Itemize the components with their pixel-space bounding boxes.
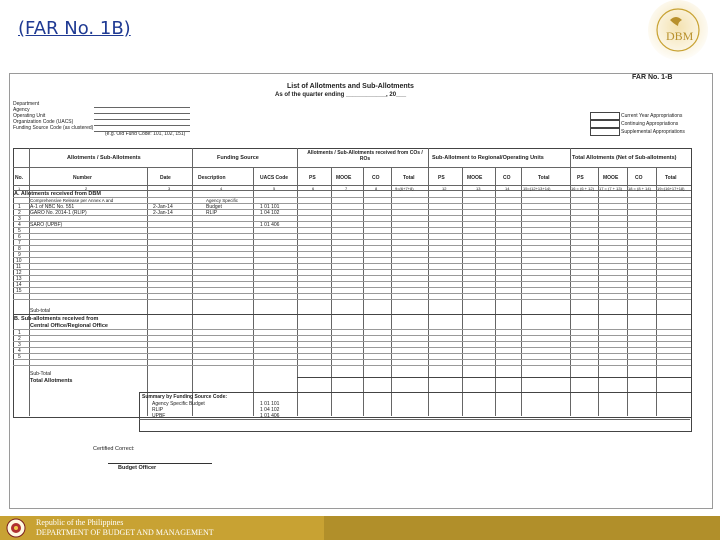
subtotal-a: Sub-total <box>30 308 51 314</box>
row-num-8: 8 <box>18 246 21 252</box>
col-ps-1: PS <box>309 175 316 181</box>
form-title: List of Allotments and Sub-Allotments <box>287 83 414 90</box>
summary-row-1-label: Agency Specific Budget <box>152 401 205 407</box>
colnum-6: 6 <box>312 186 315 191</box>
label-department: Department <box>13 101 40 107</box>
signatory: Budget Officer <box>118 465 157 471</box>
col-total-3: Total <box>665 175 677 181</box>
section-b-line2: Central Office/Regional Office <box>30 323 108 329</box>
row-b5-no: 5 <box>18 354 21 360</box>
colnum-13: 13 <box>476 186 481 191</box>
row-a4-no: 4 <box>18 222 21 228</box>
row-num-7: 7 <box>18 240 21 246</box>
row-b1-no: 1 <box>18 330 21 336</box>
row-num-6: 6 <box>18 234 21 240</box>
col-mooe-2: MOOE <box>467 175 483 181</box>
row-a0-desc: Agency Specific <box>206 198 239 203</box>
col-co-2: CO <box>503 175 511 181</box>
row-a3-no: 3 <box>18 216 21 222</box>
row-b4-no: 4 <box>18 348 21 354</box>
form-quarter: As of the quarter ending ____________, 20___ <box>275 92 407 98</box>
header-funding-source: Funding Source <box>217 155 259 161</box>
row-num-15: 15 <box>16 288 22 294</box>
row-a1-uacs: 1 01 101 <box>260 204 280 210</box>
summary-row-3-label: UPBF <box>152 413 166 419</box>
row-a2-date: 2-Jan-14 <box>153 210 173 216</box>
row-b3-no: 3 <box>18 342 21 348</box>
dbm-seal-icon <box>6 518 26 538</box>
colnum-1: 1 <box>18 186 21 191</box>
row-num-14: 14 <box>16 282 22 288</box>
logo-text: DBM <box>666 29 694 43</box>
footer-bar <box>0 516 720 540</box>
label-current-year: Current Year Appropriations <box>621 113 683 119</box>
row-a4-number: SARO (UPBF) <box>30 222 63 228</box>
row-a1-no: 1 <box>18 204 21 210</box>
row-a2-uacs: 1 04 102 <box>260 210 280 216</box>
row-a1-date: 2-Jan-14 <box>153 204 173 210</box>
far-form <box>9 73 713 509</box>
row-num-5: 5 <box>18 228 21 234</box>
row-a0-number: Comprehensive Release per Annex A and <box>30 198 114 203</box>
summary-row-2-label: RLIP <box>152 407 164 413</box>
section-a-title: A. Allotments received from DBM <box>14 191 101 197</box>
colnum-2: 2 <box>85 186 88 191</box>
colnum-12: 12 <box>442 186 447 191</box>
row-a1-number: A-1 of NBC No. 551 <box>30 204 75 210</box>
col-description: Description <box>198 175 226 181</box>
row-num-13: 13 <box>16 276 22 282</box>
row-num-9: 9 <box>18 252 21 258</box>
certified-label: Certified Correct: <box>93 446 135 452</box>
col-co-1: CO <box>372 175 380 181</box>
colnum-17: 17 = (7 + 13) <box>599 186 622 191</box>
summary-title: Summary by Funding Source Code: <box>142 394 228 400</box>
col-total-2: Total <box>538 175 550 181</box>
col-mooe-3: MOOE <box>603 175 619 181</box>
col-ps-3: PS <box>577 175 584 181</box>
summary-row-1-code: 1 01 101 <box>260 401 280 407</box>
header-allotments: Allotments / Sub-Allotments <box>67 155 141 161</box>
colnum-15: 15=(12+13+14) <box>523 186 551 191</box>
col-co-3: CO <box>635 175 643 181</box>
label-supplemental: Supplemental Appropriations <box>621 129 685 135</box>
section-b-line1: B. Sub-allotments received from <box>14 316 99 322</box>
colnum-8: 8 <box>375 186 378 191</box>
header-total-net: Total Allotments (Net of Sub-allotments) <box>572 155 677 161</box>
colnum-7: 7 <box>345 186 348 191</box>
footer-line-1: Republic of the Philippines <box>36 518 124 527</box>
row-num-12: 12 <box>16 270 22 276</box>
footer-accent-block <box>324 516 720 540</box>
summary-row-2-code: 1 04 102 <box>260 407 280 413</box>
header-sub-allotment: Sub-Allotment to Regional/Operating Units <box>432 155 544 161</box>
colnum-5: 5 <box>273 186 276 191</box>
footer-line-2: DEPARTMENT OF BUDGET AND MANAGEMENT <box>36 528 214 537</box>
col-ps-2: PS <box>438 175 445 181</box>
col-total-1: Total <box>403 175 415 181</box>
label-agency: Agency <box>13 107 30 113</box>
row-a4-uacs: 1 01 406 <box>260 222 280 228</box>
col-uacs: UACS Code <box>260 175 289 181</box>
colnum-18: 18 = (8 + 14) <box>628 186 651 191</box>
fund-code-note: (e.g. Old Fund Code: 101, 102, 151) <box>105 131 186 137</box>
row-num-10: 10 <box>16 258 22 264</box>
row-num-11: 11 <box>16 264 22 270</box>
colnum-19: 19=(16+17+18) <box>657 186 685 191</box>
col-no: No. <box>15 175 24 181</box>
colnum-9: 9=(6+7+8) <box>395 186 414 191</box>
summary-row-3-code: 1 01 406 <box>260 413 280 419</box>
row-b2-no: 2 <box>18 336 21 342</box>
form-code: FAR No. 1-B <box>632 74 673 81</box>
colnum-3: 3 <box>168 186 171 191</box>
dbm-logo <box>634 0 712 62</box>
row-a1-desc: Budget <box>206 204 222 210</box>
header-received: Allotments / Sub-Allotments received from COs / ROs <box>307 150 423 162</box>
label-org-code: Organization Code (UACS) <box>13 119 74 125</box>
label-operating-unit: Operating Unit <box>13 113 46 119</box>
col-date: Date <box>160 175 171 181</box>
total-allotments: Total Allotments <box>30 378 73 384</box>
label-continuing: Continuing Appropriations <box>621 121 679 127</box>
colnum-4: 4 <box>220 186 223 191</box>
label-fund-source: Funding Source Code (as clustered) <box>13 125 94 131</box>
row-a2-no: 2 <box>18 210 21 216</box>
col-mooe-1: MOOE <box>336 175 352 181</box>
colnum-16: 16 = (6 + 12) <box>571 186 594 191</box>
col-number: Number <box>73 175 92 181</box>
row-a2-desc: RLIP <box>206 210 218 216</box>
row-a2-number: GARO No. 2014-1 (RLIP) <box>30 210 87 216</box>
subtotal-b: Sub-Total <box>30 371 52 377</box>
colnum-14: 14 <box>505 186 510 191</box>
slide-title: (FAR No. 1B) <box>18 18 131 39</box>
